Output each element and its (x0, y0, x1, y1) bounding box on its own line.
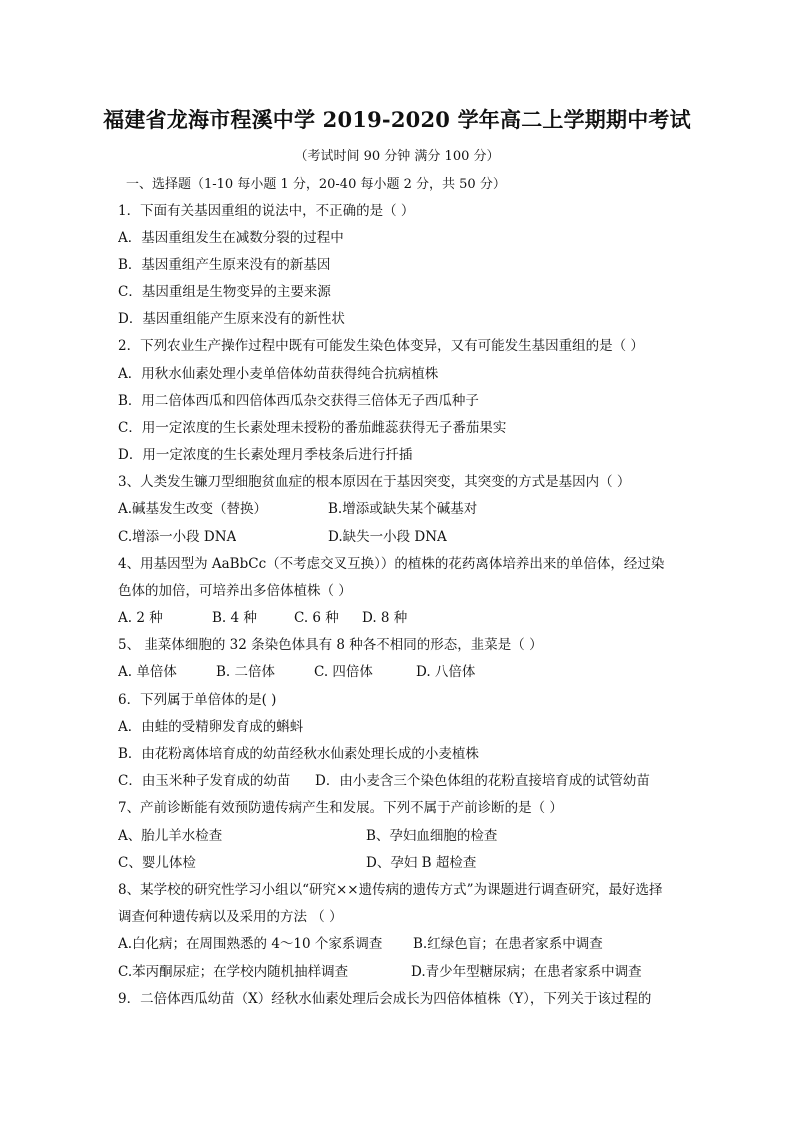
q3-option-d: D.缺失一小段 DNA (328, 529, 447, 545)
section-heading: 一、选择题（1-10 每小题 1 分，20-40 每小题 2 分，共 50 分） (126, 177, 506, 192)
q6-option-c: C．由玉米种子发育成的幼苗 (118, 773, 291, 789)
q4-option-b: B. 4 种 (212, 610, 257, 626)
exam-subtitle: （考试时间 90 分钟 满分 100 分） (294, 149, 500, 164)
q7-option-d: D、孕妇 B 超检查 (366, 855, 477, 871)
q5-option-b: B. 二倍体 (216, 664, 276, 680)
q5-option-c: C. 四倍体 (314, 664, 373, 680)
q5-option-d: D. 八倍体 (416, 664, 476, 680)
q6-option-a: A．由蛙的受精卵发育成的蝌蚪 (118, 719, 304, 735)
q4-stem-line2: 色体的加倍，可培养出多倍体植株（ ） (118, 583, 352, 599)
q3-option-b: B.增添或缺失某个碱基对 (328, 501, 478, 517)
q6-option-b: B．由花粉离体培育成的幼苗经秋水仙素处理长成的小麦植株 (118, 746, 479, 762)
q5-option-a: A. 单倍体 (118, 664, 177, 680)
q4-option-c: C. 6 种 (294, 610, 339, 626)
q2-stem: 2．下列农业生产操作过程中既有可能发生染色体变异，又有可能发生基因重组的是（ ） (118, 338, 644, 354)
q7-stem: 7、产前诊断能有效预防遗传病产生和发展。下列不属于产前诊断的是（ ） (118, 800, 563, 816)
q8-option-a: A.白化病；在周围熟悉的 4～10 个家系调查 (118, 936, 383, 952)
q7-option-c: C、婴儿体检 (118, 855, 196, 871)
q1-option-b: B．基因重组产生原来没有的新基因 (118, 257, 331, 273)
q1-stem: 1．下面有关基因重组的说法中，不正确的是（ ） (118, 203, 415, 219)
q8-option-d: D.青少年型糖尿病；在患者家系中调查 (411, 964, 642, 980)
q2-option-c: C．用一定浓度的生长素处理未授粉的番茄雌蕊获得无子番茄果实 (118, 420, 507, 436)
q3-option-a: A.碱基发生改变（替换） (118, 501, 268, 517)
q2-option-a: A．用秋水仙素处理小麦单倍体幼苗获得纯合抗病植株 (118, 366, 439, 382)
q8-option-c: C.苯丙酮尿症；在学校内随机抽样调查 (118, 964, 349, 980)
q8-stem-line1: 8、某学校的研究性学习小组以“研究××遗传病的遗传方式”为课题进行调查研究，最好选择 (118, 882, 663, 898)
q7-option-a: A、胎儿羊水检查 (118, 828, 223, 844)
q1-option-a: A．基因重组发生在减数分裂的过程中 (118, 230, 344, 246)
q6-stem: 6．下列属于单倍体的是( ) (118, 692, 277, 708)
q6-option-d: D．由小麦含三个染色体组的花粉直接培育成的试管幼苗 (315, 773, 650, 789)
q5-stem: 5、 韭菜体细胞的 32 条染色体具有 8 种各不相同的形态，韭菜是（ ） (118, 637, 543, 653)
q2-option-b: B．用二倍体西瓜和四倍体西瓜杂交获得三倍体无子西瓜种子 (118, 393, 479, 409)
q3-option-c: C.增添一小段 DNA (118, 529, 237, 545)
q7-option-b: B、孕妇血细胞的检查 (366, 828, 498, 844)
q9-stem: 9．二倍体西瓜幼苗（X）经秋水仙素处理后会成长为四倍体植株（Y），下列关于该过程的 (118, 991, 652, 1007)
q4-stem-line1: 4、用基因型为 AaBbCc（不考虑交叉互换））的植株的花药离体培养出来的单倍体，经过染 (118, 556, 665, 572)
q8-option-b: B.红绿色盲；在患者家系中调查 (413, 936, 603, 952)
q1-option-c: C．基因重组是生物变异的主要来源 (118, 284, 331, 300)
q4-option-a: A. 2 种 (118, 610, 163, 626)
q3-stem: 3、人类发生镰刀型细胞贫血症的根本原因在于基因突变，其突变的方式是基因内（ ） (118, 474, 631, 490)
exam-title: 福建省龙海市程溪中学 2019-2020 学年高二上学期期中考试 (103, 107, 691, 132)
q2-option-d: D．用一定浓度的生长素处理月季枝条后进行扦插 (118, 447, 413, 463)
q4-option-d: D. 8 种 (362, 610, 408, 626)
q1-option-d: D．基因重组能产生原来没有的新性状 (118, 311, 345, 327)
q8-stem-line2: 调查何种遗传病以及采用的方法 （ ） (118, 909, 343, 925)
